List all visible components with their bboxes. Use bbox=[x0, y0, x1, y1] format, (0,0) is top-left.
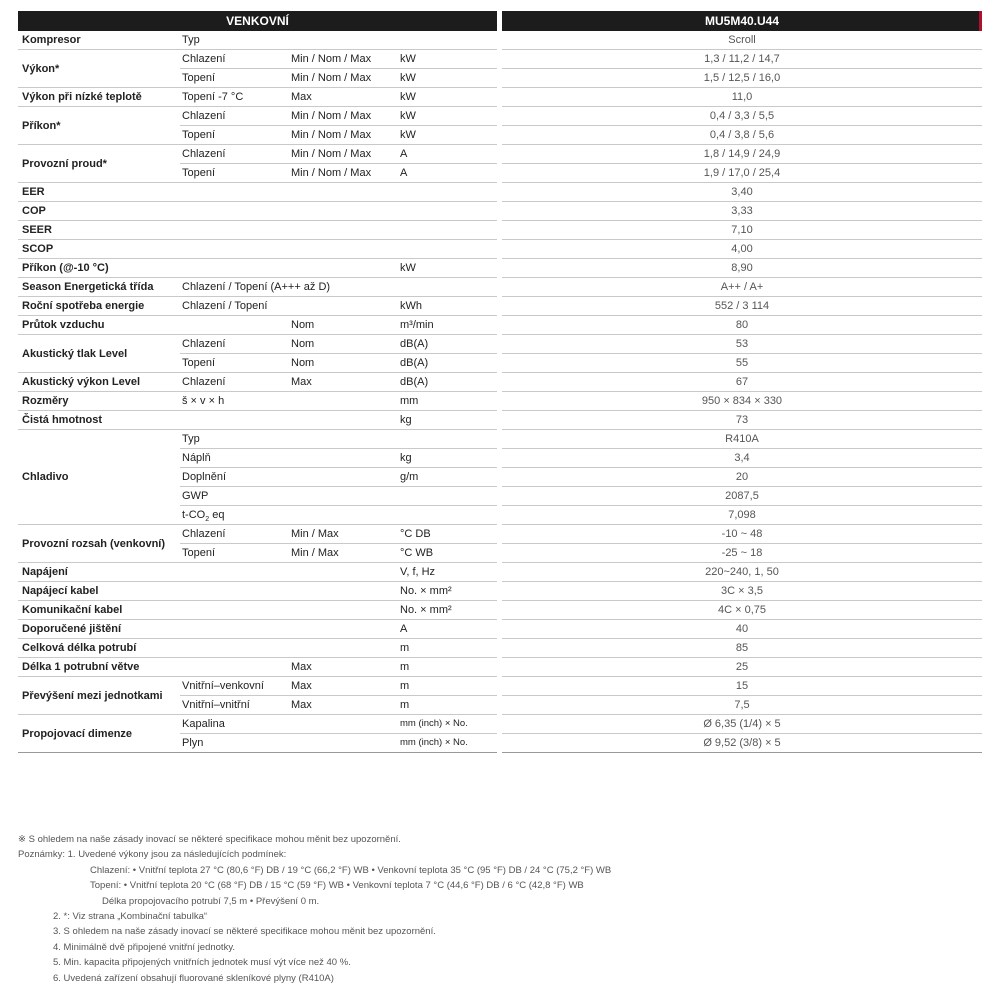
note-line: 6. Uvedená zařízení obsahují fluorované skleníkové plyny (R410A) bbox=[53, 972, 334, 984]
table-row: Napájení V, f, Hz 220~240, 1, 50 bbox=[18, 563, 982, 582]
table-row: Napájecí kabel No. × mm² 3C × 3,5 bbox=[18, 582, 982, 601]
table-row: Topení Min / Max °C WB -25 ~ 18 bbox=[18, 544, 982, 563]
table-row: GWP 2087,5 bbox=[18, 487, 982, 506]
note-line: Poznámky: 1. Uvedené výkony jsou za následujících podmínek: bbox=[18, 849, 287, 861]
table-row: Akustický tlak Level Chlazení Nom dB(A) 53 bbox=[18, 335, 982, 354]
table-row: Výkon* Chlazení Min / Nom / Max kW 1,3 / 11,2 / 14,7 bbox=[18, 50, 982, 69]
table-row: Vnitřní–vnitřní Max m 7,5 bbox=[18, 696, 982, 715]
table-row: Příkon (@-10 °C) kW 8,90 bbox=[18, 259, 982, 278]
table-row: Akustický výkon Level Chlazení Max dB(A) 67 bbox=[18, 373, 982, 392]
table-row: Výkon při nízké teplotě Topení -7 °C Max kW 11,0 bbox=[18, 88, 982, 107]
table-row: SEER 7,10 bbox=[18, 221, 982, 240]
table-row: Provozní proud* Chlazení Min / Nom / Max A 1,8 / 14,9 / 24,9 bbox=[18, 145, 982, 164]
table-row: EER 3,40 bbox=[18, 183, 982, 202]
section-title: VENKOVNÍ bbox=[18, 11, 497, 31]
table-row: Čistá hmotnost kg 73 bbox=[18, 411, 982, 430]
table-row: Převýšení mezi jednotkami Vnitřní–venkovní Max m 15 bbox=[18, 677, 982, 696]
table-row: Doplnění g/m 20 bbox=[18, 468, 982, 487]
table-row: SCOP 4,00 bbox=[18, 240, 982, 259]
table-row: Kompresor Typ Scroll bbox=[18, 31, 982, 50]
table-row: Chladivo Typ R410A bbox=[18, 430, 982, 449]
table-row: Topení Nom dB(A) 55 bbox=[18, 354, 982, 373]
note-line: 2. *: Viz strana „Kombinační tabulka“ bbox=[53, 911, 208, 923]
note-line: Chlazení: • Vnitřní teplota 27 °C (80,6 °F) DB / 19 °C (66,2 °F) WB • Venkovní teplota 35 °C (95 °F) DB / 24 °C (75,2 °F) WB bbox=[90, 864, 612, 876]
table-row: Provozní rozsah (venkovní) Chlazení Min / Max °C DB -10 ~ 48 bbox=[18, 525, 982, 544]
table-row: Propojovací dimenze Kapalina mm (inch) × No. Ø 6,35 (1/4) × 5 bbox=[18, 715, 982, 734]
note-line: 5. Min. kapacita připojených vnitřních jednotek musí výt více než 40 %. bbox=[53, 957, 351, 969]
table-row: Komunikační kabel No. × mm² 4C × 0,75 bbox=[18, 601, 982, 620]
table-row: Celková délka potrubí m 85 bbox=[18, 639, 982, 658]
model-name: MU5M40.U44 bbox=[502, 11, 982, 31]
table-row: Topení Min / Nom / Max kW 0,4 / 3,8 / 5,6 bbox=[18, 126, 982, 145]
table-row: Plyn mm (inch) × No. Ø 9,52 (3/8) × 5 bbox=[18, 734, 982, 753]
table-row: Doporučené jištění A 40 bbox=[18, 620, 982, 639]
note-line: ※ S ohledem na naše zásady inovací se některé specifikace mohou měnit bez upozornění. bbox=[18, 834, 401, 845]
note-line: 3. S ohledem na naše zásady inovací se některé specifikace mohou měnit bez upozornění. bbox=[53, 926, 436, 938]
footnotes bbox=[18, 832, 978, 986]
table-row: Příkon* Chlazení Min / Nom / Max kW 0,4 / 3,3 / 5,5 bbox=[18, 107, 982, 126]
table-row: Season Energetická třída Chlazení / Topení (A+++ až D) A++ / A+ bbox=[18, 278, 982, 297]
table-row: $t-CO_2$ eq 7,098 bbox=[18, 506, 982, 525]
table-row: Průtok vzduchu Nom m³/min 80 bbox=[18, 316, 982, 335]
table-row: Délka 1 potrubní větve Max m 25 bbox=[18, 658, 982, 677]
table-row: Roční spotřeba energie Chlazení / Topení kWh 552 / 3 114 bbox=[18, 297, 982, 316]
spec-table bbox=[18, 11, 982, 753]
note-line: 4. Minimálně dvě připojené vnitřní jednotky. bbox=[53, 941, 236, 953]
table-row: Topení Min / Nom / Max A 1,9 / 17,0 / 25,4 bbox=[18, 164, 982, 183]
table-row: Rozměry š × v × h mm 950 × 834 × 330 bbox=[18, 392, 982, 411]
table-row: COP 3,33 bbox=[18, 202, 982, 221]
table-row: Náplň kg 3,4 bbox=[18, 449, 982, 468]
note-line: Délka propojovacího potrubí 7,5 m • Převýšení 0 m. bbox=[102, 895, 320, 907]
table-row: Topení Min / Nom / Max kW 1,5 / 12,5 / 16,0 bbox=[18, 69, 982, 88]
table-header bbox=[18, 11, 982, 31]
note-line: Topení: • Vnitřní teplota 20 °C (68 °F) DB / 15 °C (59 °F) WB • Venkovní teplota 7 °C (44,6 °F) DB / 6 °C (42,8 °F) WB bbox=[90, 880, 584, 892]
